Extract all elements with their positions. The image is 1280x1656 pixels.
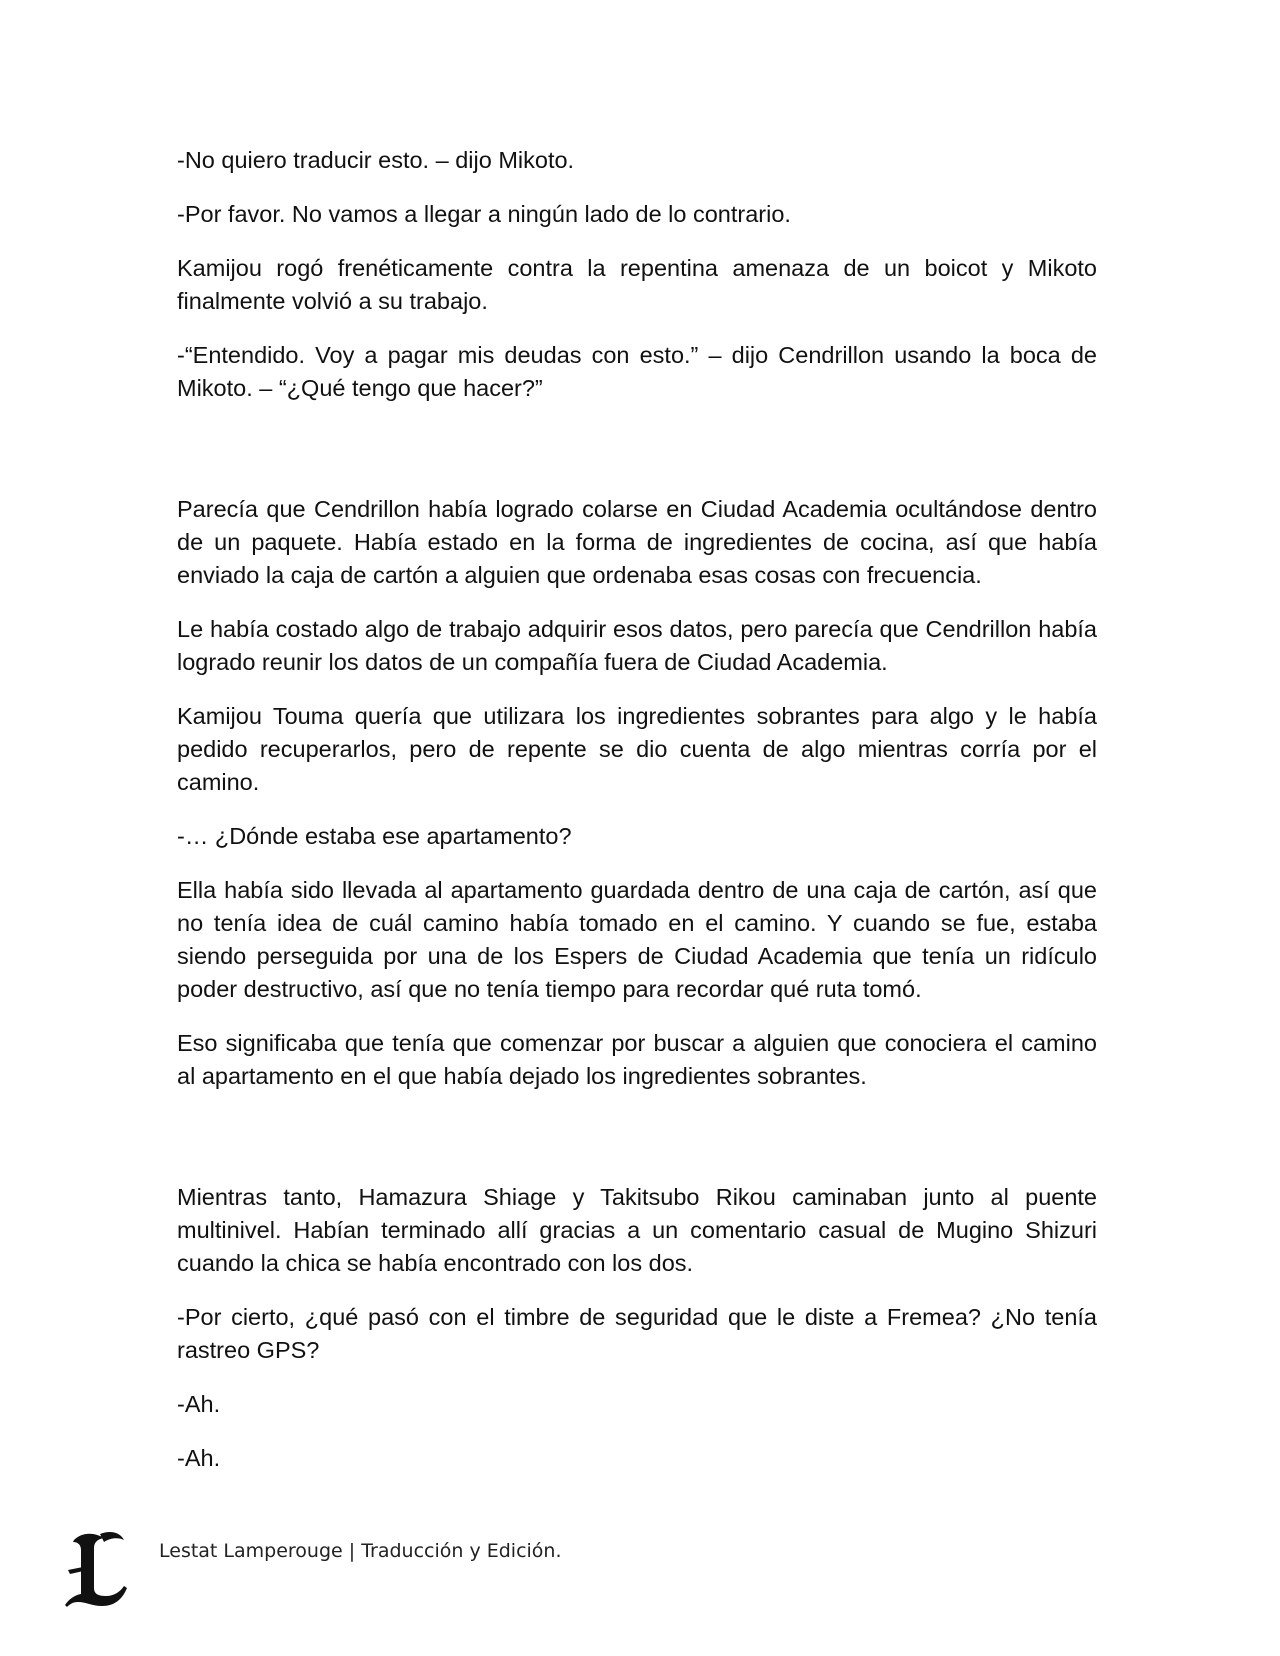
page-footer [64,1530,1164,1610]
footer-credit: Lestat Lamperouge | Traducción y Edición. [159,1540,562,1562]
paragraph: Mientras tanto, Hamazura Shiage y Takitsubo Rikou caminaban junto al puente multinivel. Habían terminado allí gracias a un comentario casual de Mugino Shizuri cuando la chica se había encontrado con los dos. [177,1184,1097,1276]
paragraph: Le había costado algo de trabajo adquirir esos datos, pero parecía que Cendrillon había logrado reunir los datos de un compañía fuera de Ciudad Academia. [177,616,1097,675]
paragraph: -No quiero traducir esto. – dijo Mikoto. [177,147,575,173]
paragraph: Parecía que Cendrillon había logrado colarse en Ciudad Academia ocultándose dentro de un paquete. Había estado en la forma de ingredientes de cocina, así que había enviado la caja de cartón a alguien que ordenaba esas cosas con frecuencia. [177,496,1097,588]
paragraph: Kamijou Touma quería que utilizara los ingredientes sobrantes para algo y le había pedido recuperarlos, pero de repente se dio cuenta de algo mientras corría por el camino. [177,703,1097,795]
scene-break [177,426,1097,493]
paragraph: -Por cierto, ¿qué pasó con el timbre de seguridad que le diste a Fremea? ¿No tenía rastreo GPS? [177,1304,1097,1363]
scene-break [177,1114,1097,1181]
document-body [177,144,1097,1496]
paragraph: Ella había sido llevada al apartamento guardada dentro de una caja de cartón, así que no tenía idea de cuál camino había tomado en el camino. Y cuando se fue, estaba siendo perseguida por una de los Espers de Ciudad Academia que tenía un ridículo poder destructivo, así que no tenía tiempo para recordar qué ruta tomó. [177,877,1097,1002]
paragraph: -“Entendido. Voy a pagar mis deudas con esto.” – dijo Cendrillon usando la boca de Mikoto. – “¿Qué tengo que hacer?” [177,342,1097,401]
paragraph: Kamijou rogó frenéticamente contra la repentina amenaza de un boicot y Mikoto finalmente volvió a su trabajo. [177,255,1097,314]
paragraph: -Por favor. No vamos a llegar a ningún lado de lo contrario. [177,201,791,227]
gothic-l-logo-icon [64,1530,130,1610]
paragraph: -Ah. [177,1445,221,1471]
paragraph: -… ¿Dónde estaba ese apartamento? [177,823,572,849]
paragraph: -Ah. [177,1391,221,1417]
paragraph: Eso significaba que tenía que comenzar por buscar a alguien que conociera el camino al apartamento en el que había dejado los ingredientes sobrantes. [177,1030,1097,1089]
